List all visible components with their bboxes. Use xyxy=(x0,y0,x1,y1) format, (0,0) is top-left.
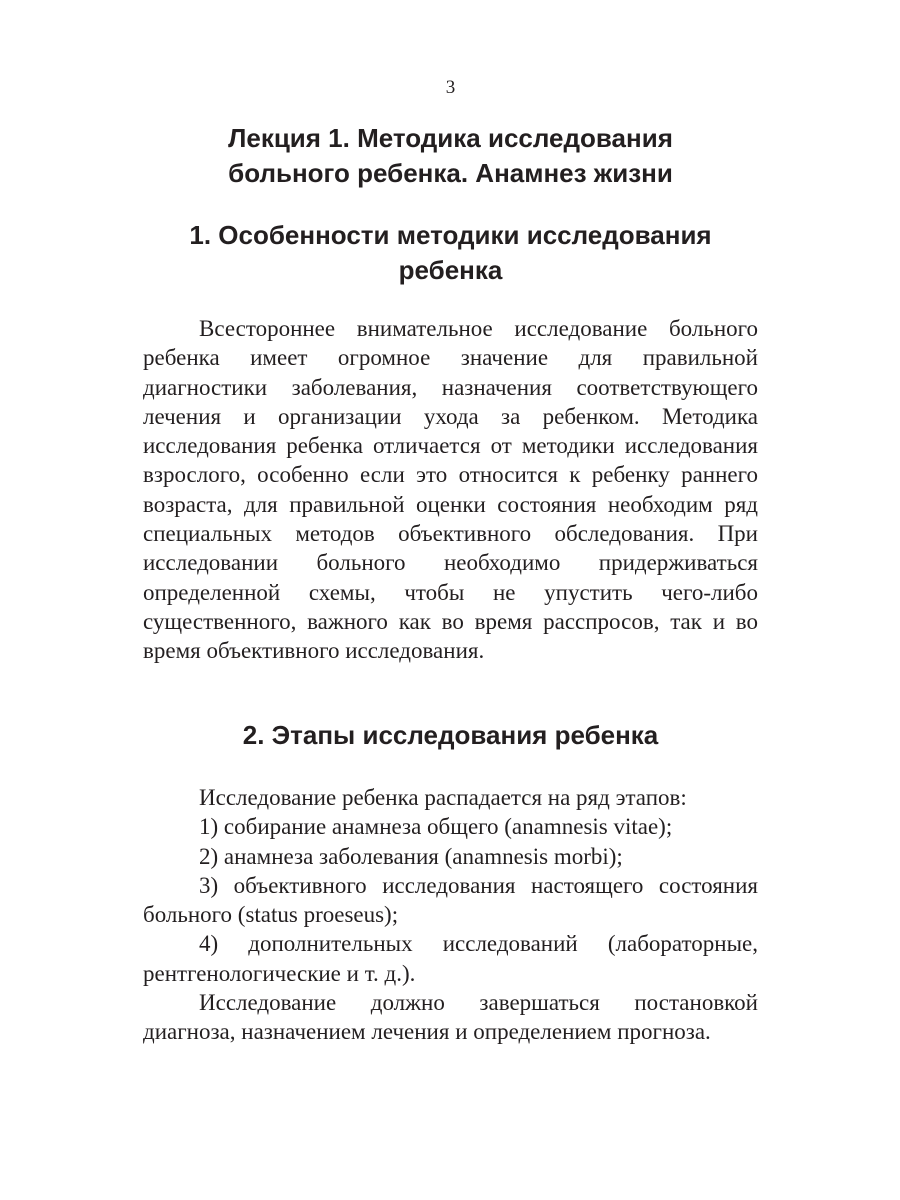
list-item: 4) дополнительных исследований (лабораторные, рентгенологические и т. д.). xyxy=(143,931,758,986)
section-1-title-line-1: 1. Особенности методики исследования xyxy=(189,220,712,250)
list-item: 2) анамнеза заболевания (anamnesis morbi); xyxy=(199,843,623,869)
lecture-title-line-2: больного ребенка. Анамнез жизни xyxy=(228,158,673,188)
section-1-paragraph: Всестороннее внимательное исследование больного ребенка имеет огромное значение для правильной диагностики заболевания, назначения соответствующего лечения и организации ухода за ребенком. Методика исследования ребенка отличается от методики исследования взрослого, особенно если это относится к ребенку раннего возраста, для правильной оценки состояния необходим ряд специальных методов объективного обследования. При исследовании больного необходимо придерживаться определенной схемы, чтобы не упустить чего-либо существенного, важного как во время расспросов, так и во время объективного исследования. xyxy=(143,316,758,664)
lecture-title xyxy=(143,121,758,191)
section-2-conclusion: Исследование должно завершаться постановкой диагноза, назначением лечения и определением прогноза. xyxy=(143,990,758,1045)
section-2-intro: Исследование ребенка распадается на ряд этапов: xyxy=(199,785,687,810)
section-2-body xyxy=(143,783,758,1047)
list-item: 1) собирание анамнеза общего (anamnesis vitae); xyxy=(199,814,673,840)
list-item: 3) объективного исследования настоящего состояния больного (status proeseus); xyxy=(143,872,758,928)
section-2-title: 2. Этапы исследования ребенка xyxy=(242,720,659,750)
section-1-title xyxy=(143,218,758,288)
page-number: 3 xyxy=(445,77,456,98)
section-1-body xyxy=(143,314,758,666)
section-1-title-line-2: ребенка xyxy=(398,255,503,285)
lecture-title-line-1: Лекция 1. Методика исследования xyxy=(228,123,673,153)
